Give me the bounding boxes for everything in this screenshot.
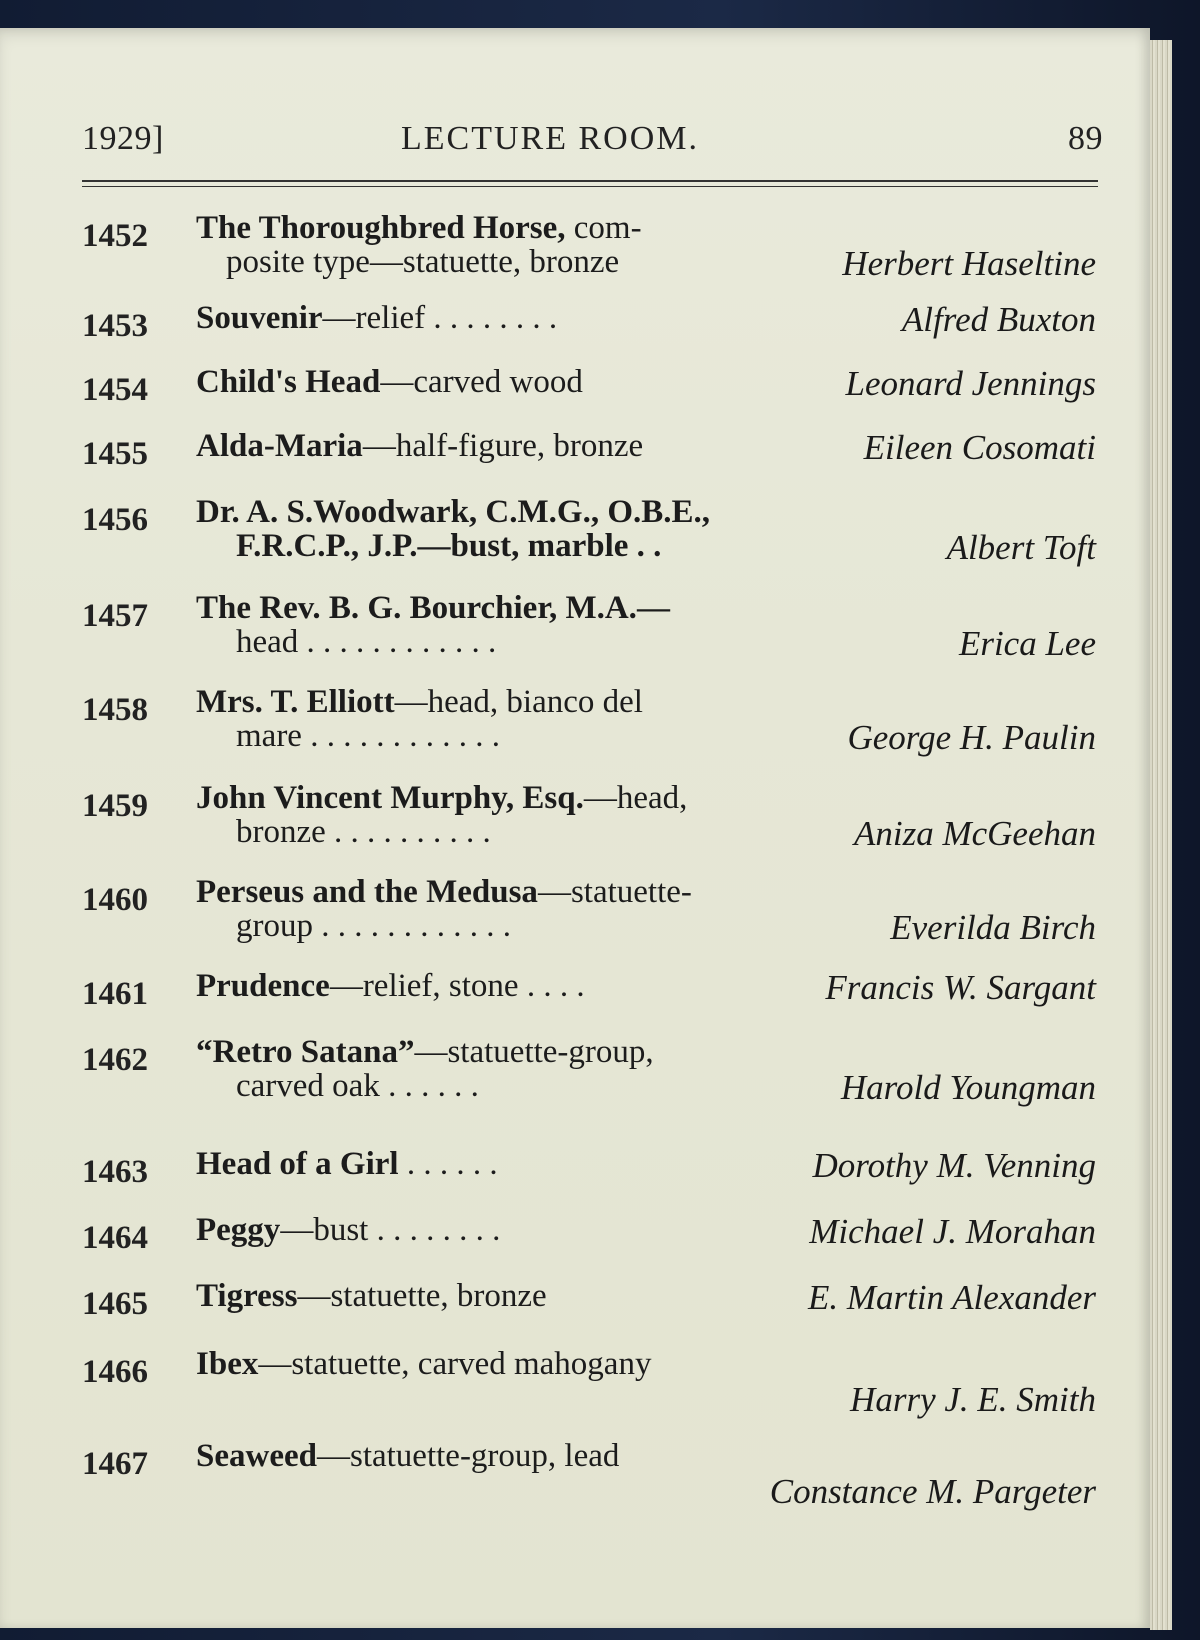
entry-description: . . . . . . — [398, 1146, 498, 1182]
catalogue-entry — [0, 780, 1150, 860]
entry-description: —carved wood — [380, 364, 583, 400]
entry-description: —relief . . . . . . . . — [322, 300, 558, 336]
entry-continuation: head . . . . . . . . . . . . — [236, 624, 497, 660]
artist-name: Everilda Birch — [890, 908, 1096, 947]
entry-description: —statuette, carved mahogany — [258, 1346, 652, 1382]
entry-continuation: mare . . . . . . . . . . . . — [236, 718, 500, 754]
entry-description: —head, — [583, 780, 688, 816]
entry-description: —relief, stone . . . . — [329, 968, 585, 1004]
entry-title: Perseus and the Medusa — [196, 874, 538, 910]
entry-title-line — [196, 1346, 651, 1383]
entry-title-line — [196, 428, 643, 465]
artist-name: Albert Toft — [946, 528, 1096, 567]
entry-description: — — [636, 590, 670, 626]
artist-name: Eileen Cosomati — [863, 428, 1096, 467]
artist-name: Harold Youngman — [840, 1068, 1096, 1107]
artist-name: Alfred Buxton — [901, 300, 1096, 339]
entry-title: Peggy — [196, 1212, 281, 1248]
entry-number: 1456 — [82, 502, 148, 538]
entry-title-line — [196, 1278, 547, 1315]
entry-title: The Rev. B. G. Bourchier, M.A. — [196, 590, 637, 626]
entry-description: —statuette- — [537, 874, 692, 910]
entry-number: 1458 — [82, 692, 148, 728]
entry-description: com- — [565, 210, 642, 246]
entry-continuation: F.R.C.P., J.P.—bust, marble . . — [236, 528, 662, 564]
entry-title-line — [196, 1034, 654, 1071]
entry-description: —statuette, bronze — [297, 1278, 547, 1314]
entry-title-line — [196, 1146, 498, 1183]
entry-title: Head of a Girl — [196, 1146, 399, 1182]
artist-name: Leonard Jennings — [845, 364, 1096, 403]
entry-title: “Retro Satana” — [196, 1034, 415, 1070]
running-head-year: 1929] — [82, 120, 164, 157]
catalogue-entry — [0, 874, 1150, 954]
entry-number: 1454 — [82, 372, 148, 408]
entry-title: Ibex — [196, 1346, 259, 1382]
entry-title-line — [196, 590, 670, 627]
entry-title-line — [196, 780, 687, 817]
entry-title-line — [196, 1212, 500, 1249]
entry-number: 1464 — [82, 1220, 148, 1256]
entry-number: 1465 — [82, 1286, 148, 1322]
entry-number: 1463 — [82, 1154, 148, 1190]
entry-number: 1453 — [82, 308, 148, 344]
entry-number: 1466 — [82, 1354, 148, 1390]
artist-name: Harry J. E. Smith — [850, 1380, 1096, 1419]
entry-description: —bust . . . . . . . . — [280, 1212, 501, 1248]
entry-continuation: group . . . . . . . . . . . . — [236, 908, 511, 944]
entry-title-line — [196, 364, 583, 401]
entry-title-line — [196, 300, 557, 337]
catalogue-entry — [0, 210, 1150, 290]
entry-title-line — [196, 1438, 619, 1475]
entry-title: The Thoroughbred Horse, — [196, 210, 566, 246]
entry-title-line — [196, 210, 642, 247]
entry-title: John Vincent Murphy, Esq. — [196, 780, 584, 816]
page-number: 89 — [1068, 120, 1103, 157]
catalogue-entry — [0, 1438, 1150, 1518]
artist-name: Erica Lee — [958, 624, 1096, 663]
artist-name: E. Martin Alexander — [807, 1278, 1096, 1317]
catalogue-entry — [0, 590, 1150, 670]
entry-description: —statuette-group, lead — [316, 1438, 620, 1474]
entry-number: 1459 — [82, 788, 148, 824]
entry-title: Souvenir — [196, 300, 323, 336]
entry-title: Alda-Maria — [196, 428, 363, 464]
running-head-title: LECTURE ROOM. — [401, 120, 699, 157]
entry-list — [0, 28, 1150, 1628]
entry-title: Prudence — [196, 968, 330, 1004]
entry-number: 1457 — [82, 598, 148, 634]
artist-name: Constance M. Pargeter — [769, 1472, 1096, 1511]
entry-description: —head, bianco del — [394, 684, 643, 720]
entry-title: Mrs. T. Elliott — [196, 684, 395, 720]
catalogue-entry — [0, 684, 1150, 764]
artist-name: Francis W. Sargant — [825, 968, 1096, 1007]
entry-number: 1462 — [82, 1042, 148, 1078]
artist-name: Dorothy M. Venning — [812, 1146, 1096, 1185]
catalogue-entry — [0, 494, 1150, 574]
catalogue-page — [0, 28, 1150, 1628]
entry-continuation: carved oak . . . . . . — [236, 1068, 479, 1104]
entry-title: Dr. A. S.Woodwark, C.M.G., O.B.E., — [196, 494, 711, 530]
entry-description: —statuette-group, — [414, 1034, 654, 1070]
entry-number: 1455 — [82, 436, 148, 472]
page-edges — [1150, 40, 1172, 1630]
artist-name: George H. Paulin — [847, 718, 1096, 757]
entry-title: Seaweed — [196, 1438, 317, 1474]
entry-continuation: posite type—statuette, bronze — [226, 244, 620, 280]
entry-title: Child's Head — [196, 364, 381, 400]
entry-title: Tigress — [196, 1278, 298, 1314]
artist-name: Herbert Haseltine — [842, 244, 1096, 283]
artist-name: Aniza McGeehan — [853, 814, 1096, 853]
artist-name: Michael J. Morahan — [809, 1212, 1096, 1251]
entry-description: —half-figure, bronze — [362, 428, 644, 464]
entry-title-line — [196, 874, 692, 911]
entry-number: 1461 — [82, 976, 148, 1012]
entry-number: 1460 — [82, 882, 148, 918]
entry-continuation: bronze . . . . . . . . . . — [236, 814, 491, 850]
entry-number: 1467 — [82, 1446, 148, 1482]
entry-title-line — [196, 968, 585, 1005]
catalogue-entry — [0, 1034, 1150, 1114]
entry-title-line — [196, 684, 643, 721]
catalogue-entry — [0, 1346, 1150, 1426]
entry-number: 1452 — [82, 218, 148, 254]
